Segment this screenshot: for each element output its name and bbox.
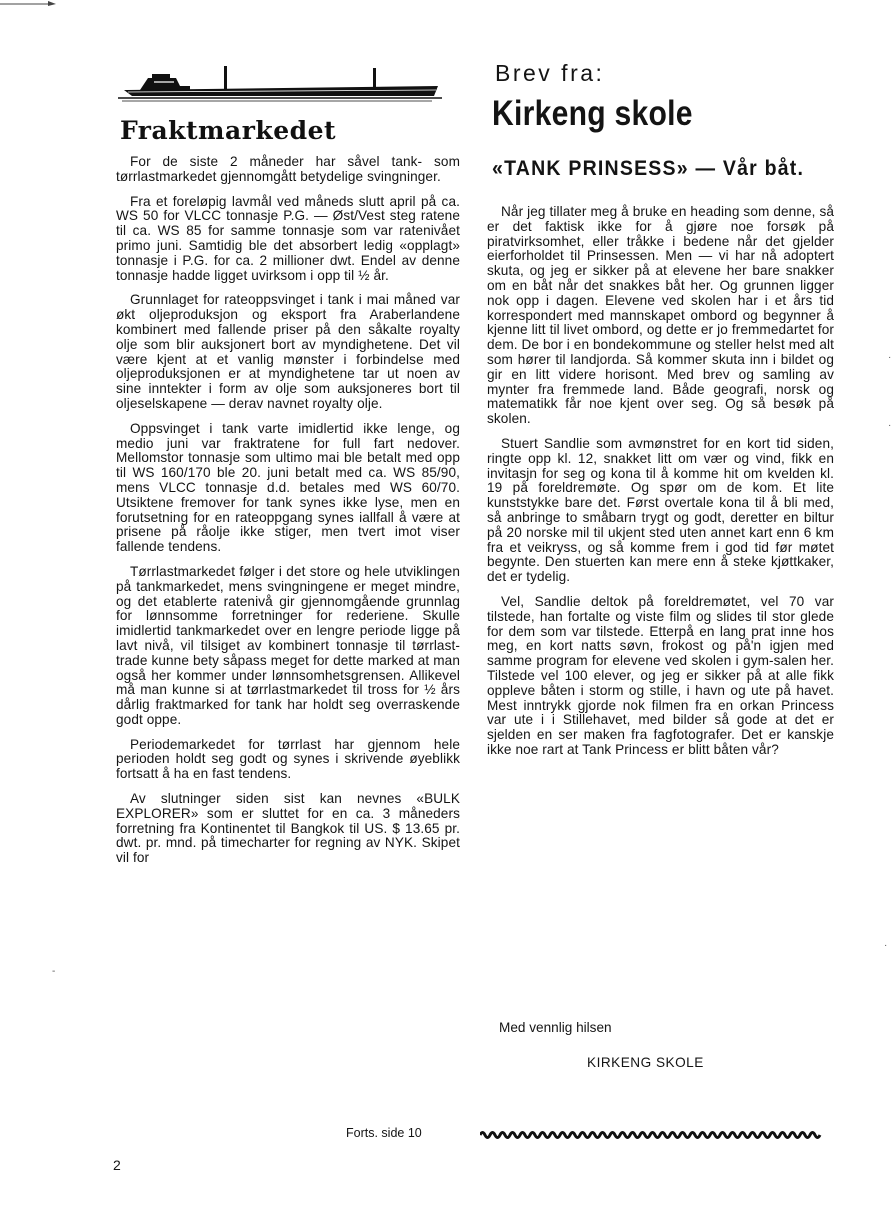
letter-signature: KIRKENG SKOLE <box>587 1055 704 1070</box>
left-paragraph-2: Fra et foreløpig lavmål ved måneds slutt april på ca. WS 50 for VLCC tonnasje P.G. — Øst/Vest steg ratene til ca. WS 85 for samme tonnasje som var ratenivået primo juni. Samtidig ble det absorbert ledig «opplagt» tonnasje i P.G. for ca. 2 millioner dwt. Endel av denne tonnasje hadde ligget uvirksom i opp til ½ år. <box>116 193 460 283</box>
margin-speck: · <box>888 352 892 363</box>
right-article-body <box>487 205 834 768</box>
left-paragraph-4: Oppsvinget i tank varte imidlertid ikke lenge, og medio juni var fraktratene for full fart nedover. Mellomstor tonnasje som ultimo mai ble betalt med opp til WS 160/170 ble 20. juni betalt med ca. WS 85/90, mens VLCC tonnasje d.d. betales med WS 60/70. Utsiktene fremover for tank synes ikke lyse, men en forutsetning for en rateoppgang synes iallfall å være at prisene på råolje ikke stiger, men tvert imot viser fallende tendens. <box>116 420 460 555</box>
wavy-divider-icon <box>480 1128 822 1142</box>
page-number: 2 <box>113 1157 121 1173</box>
scan-mark <box>0 0 60 8</box>
letter-greeting: Med vennlig hilsen <box>499 1020 612 1035</box>
article-title-fraktmarkedet: Fraktmarkedet <box>120 116 337 145</box>
right-paragraph-1: Når jeg tillater meg å bruke en heading som denne, så er det faktisk ikke for å gjøre noe forsøk på piratvirksomhet, eller tråkke i bedene når det gjelder eierforholdet til Prinsessen. Men — vi har nå adoptert skuta, og jeg er sikker på at elevene her bare snakker om en båt når det snakkes båt her. Og grunnen ligger nok opp i dagen. Elevene ved skolen har i et års tid korrespondert med mannskapet ombord og begynner å kjenne litt til livet ombord, og dette er jo fremmedartet for dem. De bor i en bondekommune og steller helst med alt som hører til landjorda. Så kommer skuta inn i bildet og gir en litt videre horisont. Med brev og samling av mynter fra fremmede land. Både geografi, norsk og matematikk får noe kjent over seg. Og så besøk på skolen. <box>487 204 834 427</box>
left-paragraph-1: For de siste 2 måneder har såvel tank- som tørrlastmarkedet gjennomgått betydelige svingninger. <box>116 154 460 184</box>
left-paragraph-3: Grunnlaget for rateoppsvinget i tank i mai måned var økt oljeproduksjon og eksport fra Araberlandene kombinert med fallende priser på den såkalte royalty olje som blir auksjonert bort av myndighetene. Det vil være kjent at et vanlig mønster i forbindelse med oljeproduksjonen er at myndighetene tar ut noen av sine inntekter i form av olje som auksjoneres bort til oljeselskapene — derav navnet royalty olje. <box>116 292 460 411</box>
margin-speck: · <box>884 940 888 951</box>
right-paragraph-3: Vel, Sandlie deltok på foreldremøtet, vel 70 var tilstede, han fortalte og viste film og slides til stor glede for dem som var tilstede. Etterpå en lang prat inne hos meg, en kort natts søvn, frokost og på'n igjen med samme program for elevene ved skolen i gym-salen her. Tilstede vel 100 elever, og jeg er sikker på at alle fikk oppleve båten i storm og stille, i havn og ute på havet. Mest inntrykk gjorde nok filmen fra en orkan Princess var ute i i Stillehavet, med bilder så gode at det er sjelden en ser maken fra fagfotografer. Det er kanskje ikke noe rart at Tank Princess er blitt båten vår? <box>487 593 834 757</box>
continued-note: Forts. side 10 <box>346 1126 422 1140</box>
left-paragraph-5: Tørrlastmarkedet følger i det store og hele utviklingen på tankmarkedet, mens svingningene er meget mindre, og det etablerte ratenivå gir gjennomgående grunnlag for lønnsomme forretninger for rederiene. Skulle imidlertid tankmarkedet over en lengre periode ligge på lavt nivå, vil tilsiget av kombinert tonnasje til tørrlast-trade kunne bety såpass meget for dette marked at man også her kommer under lønnsomhetsgrensen. Allikevel må man kunne si at tørrlastmarkedet til tross for ½ års dårlig fraktmarked for tank har holdt seg overraskende godt oppe. <box>116 563 460 727</box>
left-paragraph-7: Av slutninger siden sist kan nevnes «BULK EXPLORER» som er sluttet for en ca. 3 måneders forretning fra Kontinentet til Bangkok til US. $ 13.65 pr. dwt. pr. mnd. på timecharter for regning av NYK. Skipet vil for <box>116 791 460 866</box>
article-subtitle: «TANK PRINSESS» — Vår båt. <box>492 157 805 180</box>
article-title-kirkeng: Kirkeng skole <box>492 94 693 133</box>
right-paragraph-2: Stuert Sandlie som avmønstret for en kort tid siden, ringte opp kl. 12, snakket litt om vær og vind, fikk en invitasjn for seg og kona til å komme hit om kvelden kl. 19 på foreldremøte. Og spør om de kom. Et lite kunststykke bare det. Først overtale kona til å bli med, så anbringe to småbarn trygt og godt, deretter en biltur på 20 norske mil til ukjent sted uten annet kart enn 6 km fra et veikryss, og så komme frem i god tid før møtet begynte. Den stuerten kan mere enn å steke kjøttkaker, det er tydelig. <box>487 435 834 585</box>
letter-kicker: Brev fra: <box>495 60 605 86</box>
left-article-body <box>116 155 460 876</box>
margin-speck: - <box>52 966 56 977</box>
left-paragraph-6: Periodemarkedet for tørrlast har gjennom hele perioden holdt seg godt og synes i skrivende øyeblikk fortsatt å ha en fast tendens. <box>116 736 460 782</box>
margin-speck: · <box>888 420 892 431</box>
tanker-ship-icon <box>118 60 444 104</box>
